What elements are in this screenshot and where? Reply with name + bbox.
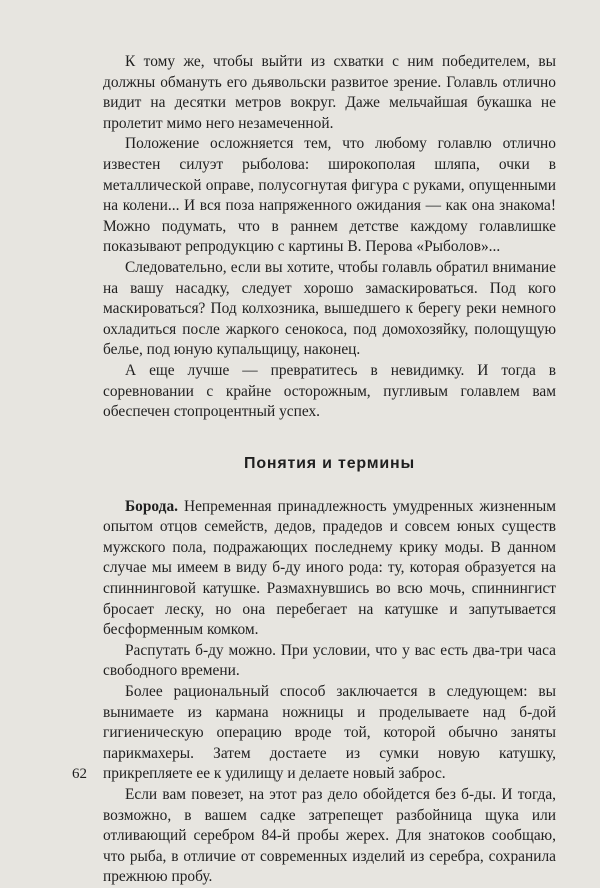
term-paragraph-4: Если вам повезет, на этот раз дело обойдется без б-ды. И тогда, возможно, в вашем садке затрепещет разбойница щука или отливающий серебром 84-й пробы жерех. Для знатоков сообщаю, что рыба, в отличие от современных изделий из серебра, сохранила прежнюю пробу. bbox=[103, 786, 556, 886]
term-label: Борода. bbox=[125, 497, 179, 515]
intro-paragraph-4: А еще лучше — превратитесь в невидимку. И тогда в соревновании с крайне осторожным, пугливым голавлем вам обеспечен стопроцентный успех. bbox=[103, 361, 556, 421]
term-definition-text: Непременная принадлежность умудренных жизненным опытом отцов семейств, дедов, прадедов и совсем юных существ мужского пола, подражающих последнему крику моды. В данном случае мы имеем в виду б-ду иного рода: ту, которая образуется на спиннинговой катушке. Размахнувшись во всю мочь, спиннингист бросает леску, но она перебегает на катушке и запутывается бесформенным комком. bbox=[103, 497, 556, 639]
term-paragraph-2: Распутать б-ду можно. При условии, что у вас есть два-три часа свободного времени. bbox=[103, 641, 556, 680]
page-number: 62 bbox=[72, 766, 87, 782]
term-paragraph-3: Более рациональный способ заключается в следующем: вы вынимаете из кармана ножницы и проделываете над б-дой гигиеническую операцию вроде той, которой обычно заняты парикмахеры. Затем достаете из сумки новую катушку, прикрепляете ее к удилищу и делаете новый заброс. bbox=[103, 683, 556, 783]
intro-paragraph-2: Положение осложняется тем, что любому голавлю отлично известен силуэт рыболова: широкополая шляпа, очки в металлической оправе, полусогнутая фигура с руками, опущенными на колени... И вся поза напряженного ожидания — как она знакома! Можно подумать, что в раннем детстве каждому голавлишке показывают репродукцию с картины В. Перова «Рыболов»... bbox=[103, 135, 556, 256]
section-heading: Понятия и термины bbox=[244, 454, 415, 472]
intro-paragraph-3: Следовательно, если вы хотите, чтобы голавль обратил внимание на вашу насадку, следует хорошо замаскироваться. Под кого маскироваться? Под колхозника, вышедшего к берегу реки немного охладиться после жаркого сенокоса, под домохозяйку, полощущую белье, под юную купальщицу, наконец. bbox=[103, 258, 556, 359]
intro-paragraph-1: К тому же, чтобы выйти из схватки с ним победителем, вы должны обмануть его дьявольски развитое зрение. Голавль отлично видит на десятки метров вокруг. Даже мельчайшая букашка не пролетит мимо него незамеченной. bbox=[103, 53, 556, 132]
term-definition-paragraph bbox=[103, 497, 556, 641]
